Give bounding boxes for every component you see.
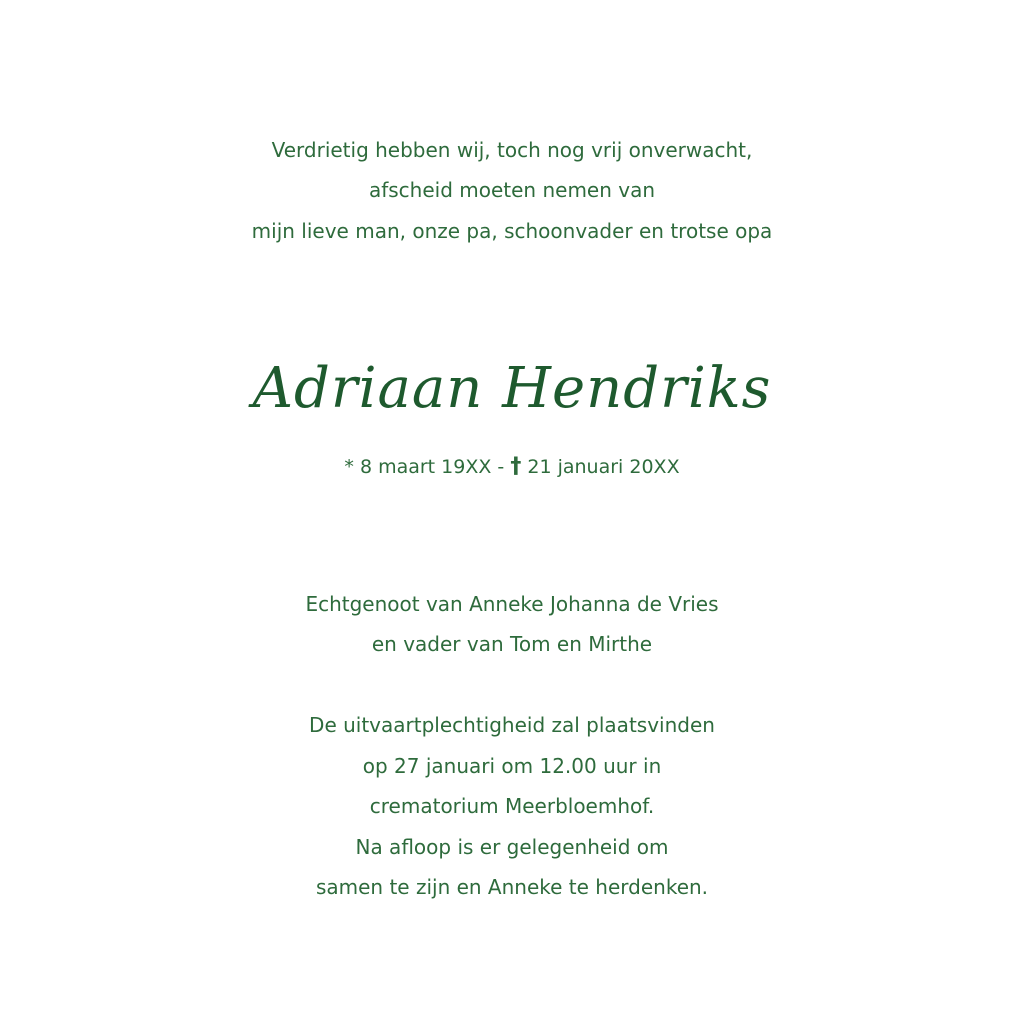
- cross-icon: †: [510, 454, 522, 479]
- deceased-name: Adriaan Hendriks: [252, 356, 772, 421]
- intro-line-2: afscheid moeten nemen van: [368, 178, 656, 202]
- ceremony-line-1: De uitvaartplechtigheid zal plaatsvinden: [309, 713, 715, 737]
- death-date: 21 januari 20XX: [527, 456, 680, 478]
- intro-line-1: Verdrietig hebben wij, toch nog vrij onverwacht,: [271, 138, 753, 162]
- family-line-2: en vader van Tom en Mirthe: [371, 632, 653, 656]
- family-line-1: Echtgenoot van Anneke Johanna de Vries: [305, 592, 719, 616]
- ceremony-line-2: op 27 januari om 12.00 uur in: [362, 754, 662, 778]
- ceremony-line-3: crematorium Meerbloemhof.: [369, 794, 655, 818]
- life-dates: [0, 455, 1024, 479]
- birth-date: * 8 maart 19XX -: [344, 456, 505, 478]
- intro-line-3: mijn lieve man, onze pa, schoonvader en trotse opa: [251, 219, 773, 243]
- ceremony-line-5: samen te zijn en Anneke te herdenken.: [315, 875, 709, 899]
- ceremony-line-4: Na afloop is er gelegenheid om: [355, 835, 669, 859]
